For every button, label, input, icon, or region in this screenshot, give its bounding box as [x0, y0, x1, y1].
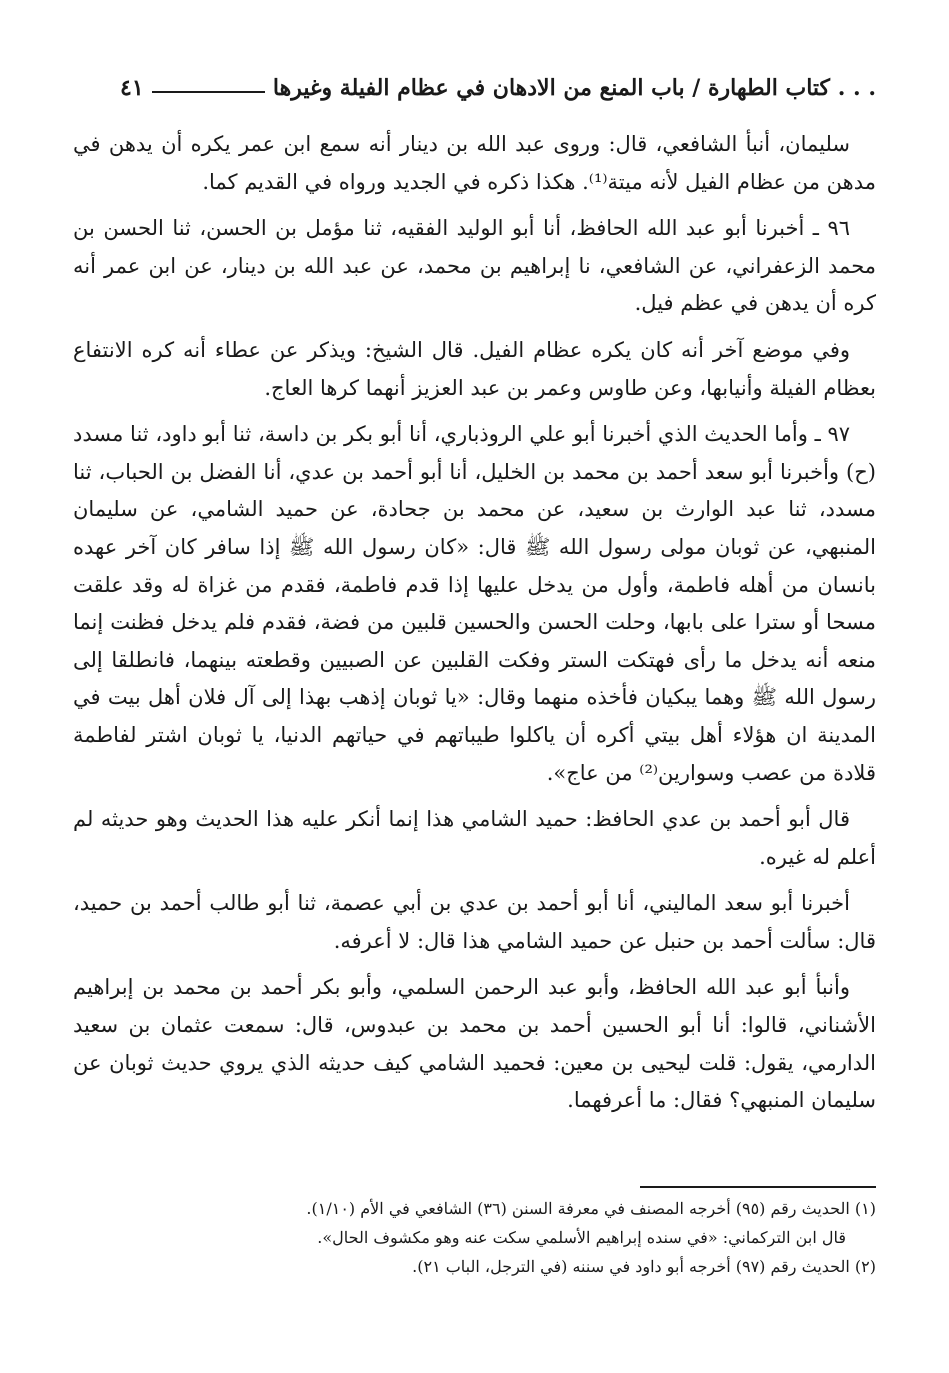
page-number: ٤١ — [120, 75, 144, 101]
paragraph-1: سليمان، أنبأ الشافعي، قال: وروى عبد الله بن دينار أنه سمع ابن عمر يكره أن يدهن في مدهن من عظام الفيل لأنه ميتة⁽¹⁾. هكذا ذكره في الجديد ورواه في القديم كما. — [73, 132, 876, 194]
header-title: كتاب الطهارة / باب المنع من الادهان في عظام الفيلة وغيرها . . . — [272, 75, 876, 101]
footnotes — [73, 1194, 876, 1281]
footnote-1-continued: قال ابن التركماني: «في سنده إبراهيم الأسلمي سكت عنه وهو مكشوف الحال». — [317, 1228, 846, 1247]
footnote-2: (٢) الحديث رقم (٩٧) أخرجه أبو داود في سننه (في الترجل، الباب ٢١). — [412, 1257, 876, 1276]
running-header — [120, 70, 876, 106]
paragraph-5: قال أبو أحمد بن عدي الحافظ: حميد الشامي هذا إنما أنكر عليه هذا الحديث وهو حديثه لم أعلم له غيره. — [73, 807, 876, 869]
paragraph-2: ٩٦ ـ أخبرنا أبو عبد الله الحافظ، أنا أبو الوليد الفقيه، ثنا مؤمل بن الحسن، ثنا الحسن بن محمد الزعفراني، عن الشافعي، نا إبراهيم بن محمد، عن عبد الله بن دينار، عن ابن عمر أنه كره أن يدهن في عظم فيل. — [73, 216, 876, 316]
paragraph-6: أخبرنا أبو سعد الماليني، أنا أبو أحمد بن عدي بن أبي عصمة، ثنا أبو طالب أحمد بن حميد، قال: سألت أحمد بن حنبل عن حميد الشامي هذا قال: لا أعرفه. — [73, 891, 876, 953]
paragraph-3: وفي موضع آخر أنه كان يكره عظام الفيل. قال الشيخ: ويذكر عن عطاء أنه كره الانتفاع بعظام الفيلة وأنيابها، وعن طاوس وعمر بن عبد العزيز أنهما كرها العاج. — [73, 337, 876, 400]
main-text — [73, 126, 876, 1129]
header-rule — [152, 91, 265, 93]
paragraph-4: ٩٧ ـ وأما الحديث الذي أخبرنا أبو علي الروذباري، أنا أبو بكر بن داسة، ثنا أبو داود، ثنا مسدد (ح) وأخبرنا أبو سعد أحمد بن محمد بن الخليل، أنا أبو أحمد بن عدي، أنا الفضل بن الحباب، ثنا مسدد، ثنا عبد الوارث بن سعيد، عن محمد بن جحادة، عن حميد الشامي، عن سليمان المنبهي، عن ثوبان مولى رسول الله ﷺ قال: «كان رسول الله ﷺ إذا سافر كان آخر عهده بانسان من أهله فاطمة، وأول من يدخل عليها إذا قدم فاطمة، فقدم من غزاة له وقد علقت مسحا أو سترا على بابها، وحلت الحسن والحسين قلبين من فضة، فقدم فلم يدخل فظنت إنما منعه أنه يدخل ما رأى فهتكت الستر وفكت القلبين عن الصبيين وقطعته بينهما، فانطلقا إلى رسول الله ﷺ وهما يبكيان فأخذه منهما وقال: «يا ثوبان إذهب بهذا إلى آل فلان أهل بيت في المدينة ان هؤلاء أهل بيتي أكره أن ياكلوا طيباتهم في حياتهم الدنيا، يا ثوبان اشتر لفاطمة قلادة من عصب وسوارين⁽²⁾ من عاج». — [73, 422, 876, 785]
footnote-separator — [640, 1186, 876, 1188]
footnote-1: (١) الحديث رقم (٩٥) أخرجه المصنف في معرفة السنن (٣٦) الشافعي في الأم (١/١٠). — [306, 1199, 876, 1218]
paragraph-7: وأنبأ أبو عبد الله الحافظ، وأبو عبد الرحمن السلمي، وأبو بكر أحمد بن محمد بن إبراهيم الأشناني، قالوا: أنا أبو الحسين أحمد بن محمد بن عبدوس، قال: سمعت عثمان بن سعيد الدارمي، يقول: قلت ليحيى بن معين: فحميد الشامي كيف حديثه الذي يروي حديث ثوبان عن سليمان المنبهي؟ فقال: ما أعرفهما. — [73, 975, 876, 1113]
